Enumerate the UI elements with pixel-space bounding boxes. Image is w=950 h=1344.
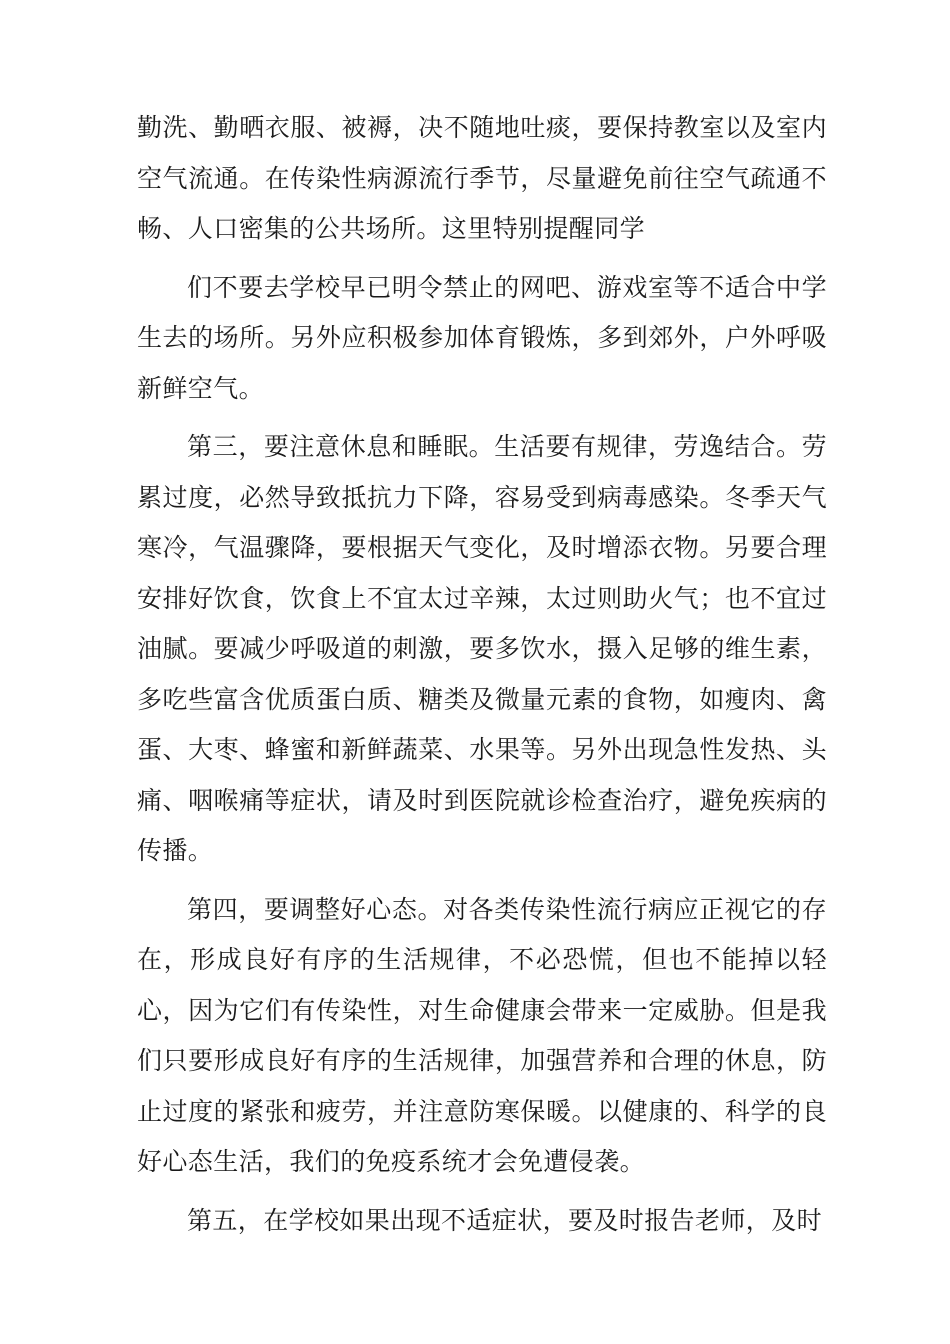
- paragraph-third-rest-sleep: 第三，要注意休息和睡眠。生活要有规律，劳逸结合。劳累过度，必然导致抵抗力下降，容易受到病毒感染。冬季天气寒冷，气温骤降，要根据天气变化，及时增添衣物。另要合理安排好饮食，饮食上不宜太过辛辣，太过则助火气；也不宜过油腻。要减少呼吸道的刺激，要多饮水，摄入足够的维生素，多吃些富含优质蛋白质、糖类及微量元素的食物，如瘦肉、禽蛋、大枣、蜂蜜和新鲜蔬菜、水果等。另外出现急性发热、头痛、咽喉痛等症状，请及时到医院就诊检查治疗，避免疾病的传播。: [137, 432, 827, 865]
- paragraph-fourth-mindset: 第四，要调整好心态。对各类传染性流行病应正视它的存在，形成良好有序的生活规律，不必恐慌，但也不能掉以轻心，因为它们有传染性，对生命健康会带来一定威胁。但是我们只要形成良好有序的生活规律，加强营养和合理的休息，防止过度的紧张和疲劳，并注意防寒保暖。以健康的、科学的良好心态生活，我们的免疫系统才会免遭侵袭。: [137, 894, 827, 1176]
- paragraph-public-places: 们不要去学校早已明令禁止的网吧、游戏室等不适合中学生去的场所。另外应积极参加体育锻炼，多到郊外，户外呼吸新鲜空气。: [137, 272, 827, 403]
- paragraph-fifth-report: 第五，在学校如果出现不适症状，要及时报告老师，及时: [187, 1205, 823, 1235]
- paragraph-continuation: 勤洗、勤晒衣服、被褥，决不随地吐痰，要保持教室以及室内空气流通。在传染性病源流行季节，尽量避免前往空气疏通不畅、人口密集的公共场所。这里特别提醒同学: [137, 113, 827, 243]
- document-body: [137, 103, 827, 1254]
